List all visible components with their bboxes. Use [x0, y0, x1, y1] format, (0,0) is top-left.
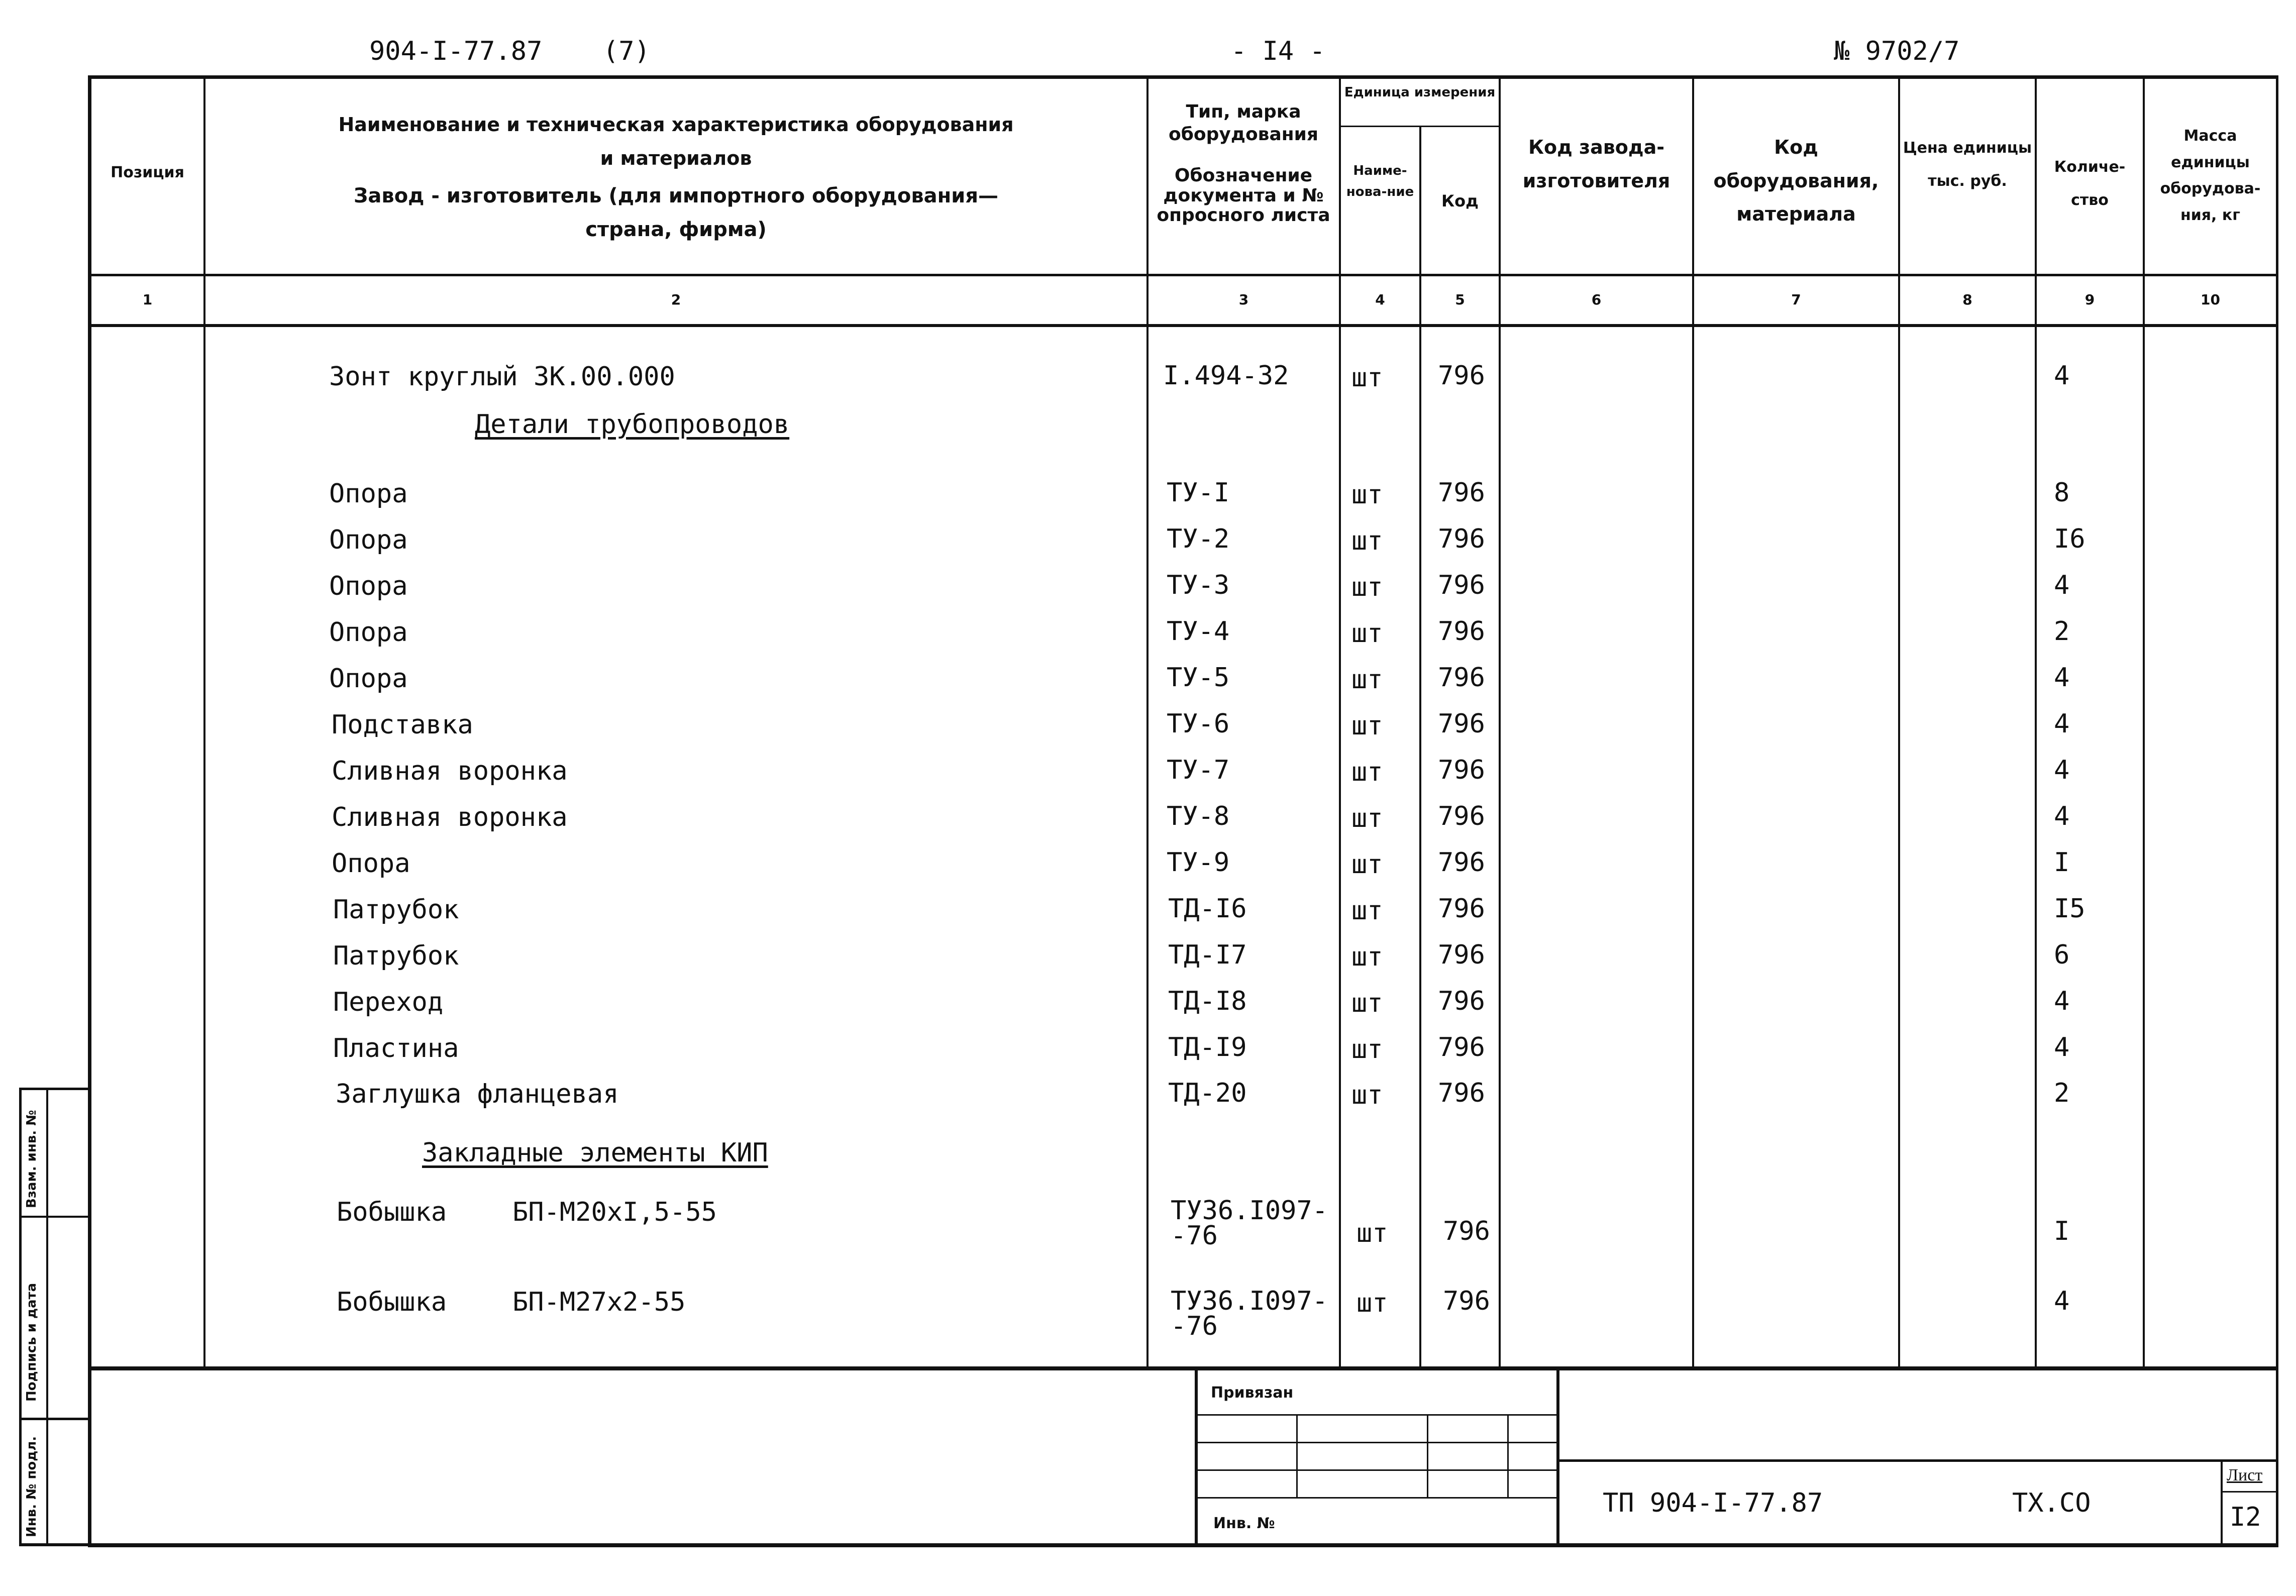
title-block-top-line: [1559, 1459, 2276, 1462]
col-header-name-line2: и материалов: [600, 147, 752, 169]
table-row-doc: ТД-20: [1168, 1078, 1247, 1108]
table-row-unit: шт: [1351, 526, 1383, 556]
col-divider-2: [1146, 75, 1149, 1366]
table-row-qty: 4: [2054, 755, 2070, 785]
table-row-code: 796: [1438, 570, 1485, 600]
col-header-position: Позиция: [111, 164, 184, 181]
table-row-qty: 2: [2054, 616, 2070, 647]
col-divider-6: [1692, 75, 1694, 1366]
col-header-document: Обозначение документа и № опросного листа: [1157, 165, 1330, 226]
table-row-mark: БП-М27х2-55: [512, 1287, 686, 1317]
section-title-pipe-parts: Детали трубопроводов: [475, 409, 790, 440]
header-bottom-line: [91, 274, 2276, 276]
table-row-name: Сливная воронка: [332, 802, 568, 832]
table-row-doc: ТУ-4: [1167, 616, 1230, 647]
table-row-qty: 4: [2054, 801, 2070, 831]
table-row-unit: шт: [1351, 942, 1383, 972]
table-row-unit: шт: [1351, 1034, 1383, 1065]
unit-group-line: [1339, 126, 1499, 127]
table-row-qty: I: [2054, 1216, 2070, 1246]
table-row-code: 796: [1438, 940, 1485, 970]
table-row-unit: шт: [1351, 988, 1383, 1018]
table-row-unit: шт: [1351, 572, 1383, 602]
side-stamp-line: [19, 1418, 89, 1420]
col-number: 3: [1238, 291, 1249, 308]
table-row-code: 796: [1438, 709, 1485, 739]
col-number: 2: [671, 291, 681, 308]
stamp-left-line: [1195, 1366, 1198, 1543]
col-header-mass: Масса единицы оборудова-ния, кг: [2160, 127, 2261, 224]
table-row-unit: шт: [1351, 803, 1383, 833]
table-row-qty: 4: [2054, 570, 2070, 600]
col-header-quantity: Количе-ство: [2054, 158, 2126, 209]
table-row-qty: 8: [2054, 478, 2070, 508]
table-row-code: 796: [1438, 616, 1485, 647]
table-row-code: 796: [1438, 755, 1485, 785]
table-row-code: 796: [1438, 524, 1485, 554]
table-row-qty: I: [2054, 847, 2070, 878]
table-row-unit: шт: [1351, 849, 1383, 880]
title-block-sheet-divider: [2223, 1491, 2276, 1493]
col-header-unit-group: Единица измерения: [1344, 85, 1496, 100]
table-row-name: Опора: [329, 617, 408, 648]
table-row-doc: ТУ-5: [1167, 663, 1230, 693]
stamp-cell-line: [1296, 1416, 1298, 1499]
album-number: № 9702/7: [1834, 36, 1960, 66]
table-row-doc-line1: ТУ36.I097-: [1171, 1286, 1328, 1316]
col-number: 1: [142, 291, 153, 308]
table-row-code: 796: [1438, 1078, 1485, 1108]
table-row-code: 796: [1438, 663, 1485, 693]
table-row-qty: 4: [2054, 709, 2070, 739]
side-stamp-left-line: [19, 1088, 22, 1546]
stamp-row-line: [1198, 1469, 1556, 1471]
table-row-doc: ТУ-7: [1167, 755, 1230, 785]
table-row-code: 796: [1443, 1286, 1490, 1316]
col-header-name-line4: страна, фирма): [585, 218, 767, 241]
table-row-code: 796: [1438, 1032, 1485, 1062]
col-number: 8: [1962, 291, 1972, 308]
table-row-unit: шт: [1351, 896, 1383, 926]
col-divider-9: [2143, 75, 2145, 1366]
side-stamp-replaced-inv: Взам. инв. №: [24, 1110, 39, 1208]
table-row-qty: I6: [2054, 524, 2085, 554]
table-row-code: 796: [1438, 361, 1485, 391]
col-header-name-line1: Наименование и техническая характеристика оборудования: [338, 114, 1014, 136]
col-divider-5: [1499, 75, 1501, 1366]
col-header-type: Тип, марка оборудования: [1169, 101, 1318, 145]
table-row-code: 796: [1443, 1216, 1490, 1246]
table-row-doc: ТД-I6: [1168, 894, 1247, 924]
table-row-doc: ТУ-I: [1167, 478, 1230, 508]
stamp-row-line: [1198, 1442, 1556, 1443]
frame-bottom-line: [88, 1543, 2278, 1547]
table-row-code: 796: [1438, 894, 1485, 924]
table-row-doc: ТД-I7: [1168, 940, 1247, 970]
side-stamp-line: [19, 1088, 89, 1090]
table-row-code: 796: [1438, 478, 1485, 508]
col-header-equipment-code: Код оборудования, материала: [1713, 136, 1879, 225]
table-row-doc: ТУ-3: [1167, 570, 1230, 600]
col-divider-3: [1339, 75, 1341, 1366]
table-row-name: Переход: [333, 987, 444, 1017]
table-row-doc: ТУ-2: [1167, 524, 1230, 554]
table-row-doc: ТУ-8: [1167, 801, 1230, 831]
table-row-doc-line2: -76: [1171, 1311, 1218, 1341]
table-row-qty: I5: [2054, 894, 2085, 924]
stamp-middle-line: [1556, 1366, 1559, 1543]
table-row-unit: шт: [1351, 711, 1383, 741]
stamp-inv-label: Инв. №: [1213, 1515, 1275, 1532]
table-row-name: Опора: [329, 664, 408, 694]
table-row-name: Подставка: [332, 710, 473, 740]
side-stamp-line: [19, 1543, 89, 1546]
table-row-name: Опора: [329, 571, 408, 601]
side-stamp-inner-line: [46, 1088, 48, 1546]
frame-right-line: [2276, 75, 2278, 1547]
column-number-line: [91, 324, 2276, 327]
title-block-sheet-line: [2221, 1459, 2223, 1543]
table-row-doc: ТД-I8: [1168, 986, 1247, 1016]
side-stamp-line: [19, 1216, 89, 1218]
table-row-qty: 2: [2054, 1078, 2070, 1108]
table-row-name: Опора: [329, 525, 408, 555]
table-row-qty: 4: [2054, 1286, 2070, 1316]
table-row-code: 796: [1438, 986, 1485, 1016]
table-row-unit: шт: [1356, 1288, 1388, 1318]
frame-left-line: [88, 75, 91, 1547]
table-row-unit: шт: [1351, 480, 1383, 510]
table-row-name: Пластина: [333, 1033, 459, 1063]
table-row-name: Опора: [332, 848, 410, 879]
table-row-name: Сливная воронка: [332, 756, 568, 786]
document-code: 904-I-77.87: [369, 36, 543, 66]
table-row-name: Опора: [329, 479, 408, 509]
col-header-price: Цена единицы тыс. руб.: [1903, 139, 2032, 190]
col-header-name-line3: Завод - изготовитель (для импортного оборудования—: [353, 184, 999, 207]
col-number: 7: [1791, 291, 1801, 308]
table-row-doc: I.494-32: [1163, 361, 1289, 391]
col-header-unit-code: Код: [1441, 191, 1479, 210]
col-divider-4: [1419, 126, 1421, 1366]
table-row-mark: БП-М20хI,5-55: [512, 1197, 717, 1227]
col-number: 10: [2201, 291, 2220, 308]
side-stamp-signature-date: Подпись и дата: [24, 1283, 39, 1402]
table-row-doc: ТУ-9: [1167, 847, 1230, 878]
table-row-code: 796: [1438, 847, 1485, 878]
table-row-doc: ТУ-6: [1167, 709, 1230, 739]
table-row-unit: шт: [1351, 363, 1383, 393]
table-row-name: Патрубок: [333, 941, 459, 971]
table-row-doc: ТД-I9: [1168, 1032, 1247, 1062]
table-bottom-line: [91, 1366, 2276, 1370]
table-row-code: 796: [1438, 801, 1485, 831]
table-row-unit: шт: [1351, 665, 1383, 695]
title-block-designation: ТП 904-I-77.87: [1603, 1488, 1823, 1518]
col-header-maker-code: Код завода-изготовителя: [1522, 136, 1671, 192]
stamp-row-line: [1198, 1497, 1556, 1499]
table-row-name: Бобышка: [337, 1197, 447, 1227]
table-row-doc-line1: ТУ36.I097-: [1171, 1196, 1328, 1226]
table-row-name: Зонт круглый ЗК.00.000: [329, 362, 675, 392]
table-row-unit: шт: [1356, 1218, 1388, 1248]
stamp-cell-line: [1507, 1416, 1509, 1499]
document-part: (7): [603, 36, 650, 66]
col-divider-1: [203, 75, 205, 1366]
table-row-qty: 4: [2054, 986, 2070, 1016]
col-number: 5: [1455, 291, 1465, 308]
title-block-sheet-number: I2: [2230, 1502, 2261, 1532]
table-row-name: Заглушка фланцевая: [336, 1079, 619, 1109]
stamp-bound-label: Привязан: [1211, 1384, 1294, 1402]
section-title-kip-parts: Закладные элементы КИП: [422, 1138, 768, 1168]
table-row-unit: шт: [1351, 618, 1383, 649]
table-row-qty: 4: [2054, 361, 2070, 391]
col-number: 4: [1375, 291, 1385, 308]
table-row-doc-line2: -76: [1171, 1221, 1218, 1251]
title-block-sheet-label: Лист: [2227, 1466, 2263, 1484]
title-block-mark: ТХ.СО: [2012, 1488, 2091, 1518]
col-number: 6: [1591, 291, 1602, 308]
table-row-qty: 4: [2054, 1032, 2070, 1062]
side-stamp-original-inv: Инв. № подл.: [24, 1436, 39, 1537]
stamp-row-line: [1198, 1414, 1556, 1416]
page-number: - I4 -: [1231, 36, 1325, 66]
table-row-qty: 4: [2054, 663, 2070, 693]
col-header-unit-name: Наиме-нова-ние: [1346, 163, 1414, 199]
table-row-unit: шт: [1351, 757, 1383, 787]
frame-top-line: [88, 75, 2278, 79]
table-row-qty: 6: [2054, 940, 2070, 970]
table-row-name: Патрубок: [333, 895, 459, 925]
col-divider-7: [1898, 75, 1900, 1366]
table-row-name: Бобышка: [337, 1287, 447, 1317]
col-number: 9: [2084, 291, 2095, 308]
table-row-unit: шт: [1351, 1080, 1383, 1110]
col-divider-8: [2035, 75, 2037, 1366]
stamp-cell-line: [1427, 1416, 1428, 1499]
